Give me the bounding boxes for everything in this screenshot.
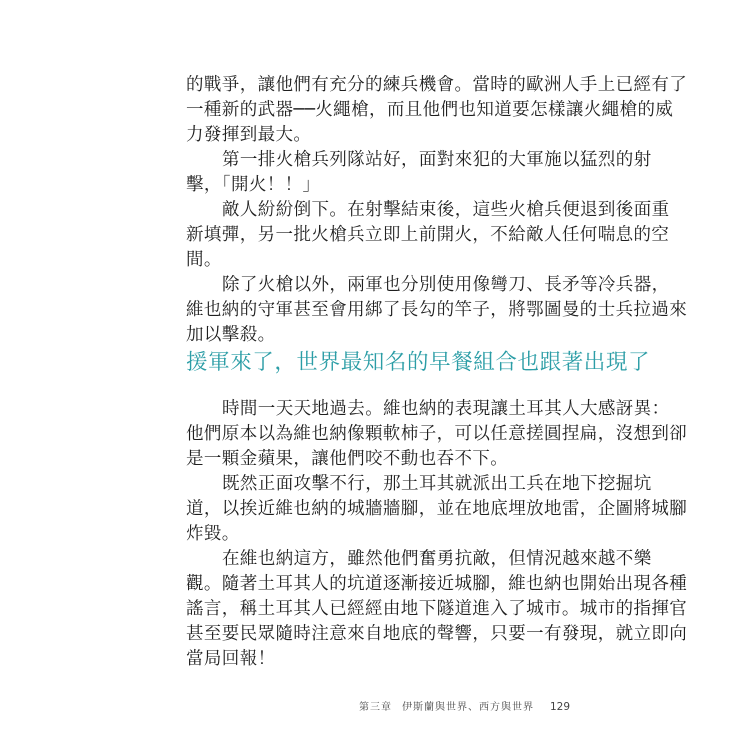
paragraph-line: 既然正面攻擊不行，那土耳其就派出工兵在地下挖掘坑 xyxy=(222,474,652,494)
paragraph-line: 新填彈，另一批火槍兵立即上前開火，不給敵人任何喘息的空 xyxy=(186,225,670,245)
paragraph-line: 觀。隨著土耳其人的坑道逐漸接近城腳，維也納也開始出現各種 xyxy=(186,574,688,594)
paragraph-line: 加以擊殺。 xyxy=(186,325,276,345)
page-number: 129 xyxy=(549,701,570,713)
paragraph-line: 炸毀。 xyxy=(186,524,240,544)
paragraph-line: 的戰爭，讓他們有充分的練兵機會。當時的歐洲人手上已經有了 xyxy=(186,75,688,95)
body-text-block-2 xyxy=(186,397,688,672)
paragraph-line: 敵人紛紛倒下。在射擊結束後，這些火槍兵便退到後面重 xyxy=(222,200,670,220)
paragraph-line: 謠言，稱土耳其人已經經由地下隧道進入了城市。城市的指揮官 xyxy=(186,599,688,619)
paragraph-line: 第一排火槍兵列隊站好，面對來犯的大軍施以猛烈的射 xyxy=(222,150,652,170)
body-text-block-1 xyxy=(186,73,688,348)
chapter-label: 第三章 xyxy=(358,702,392,713)
section-heading: 援軍來了，世界最知名的早餐組合也跟著出現了 xyxy=(186,350,651,375)
paragraph-line: 時間一天天地過去。維也納的表現讓土耳其人大感訝異： xyxy=(222,399,670,419)
paragraph-line: 除了火槍以外，兩軍也分別使用像彎刀、長矛等冷兵器， xyxy=(222,275,670,295)
paragraph-line: 甚至要民眾隨時注意來自地底的聲響，只要一有發現，就立即向 xyxy=(186,624,688,644)
running-title: 伊斯蘭與世界、西方與世界 xyxy=(401,702,534,713)
paragraph-line: 維也納的守軍甚至會用綁了長勾的竿子，將鄂圖曼的士兵拉過來 xyxy=(186,300,688,320)
paragraph-line: 一種新的武器──火繩槍，而且他們也知道要怎樣讓火繩槍的威 xyxy=(186,100,674,120)
paragraph-line: 力發揮到最大。 xyxy=(186,125,312,145)
paragraph-line: 他們原本以為維也納像顆軟柿子，可以任意搓圓捏扁，沒想到卻 xyxy=(186,424,688,444)
paragraph-line: 間。 xyxy=(186,250,222,270)
paragraph-line: 當局回報！ xyxy=(186,649,276,669)
paragraph-line: 在維也納這方，雖然他們奮勇抗敵，但情況越來越不樂 xyxy=(222,549,652,569)
page-footer xyxy=(330,698,570,716)
paragraph-line: 是一顆金蘋果，讓他們咬不動也吞不下。 xyxy=(186,449,509,469)
paragraph-line: 道，以挨近維也納的城牆牆腳，並在地底埋放地雷，企圖將城腳 xyxy=(186,499,688,519)
paragraph-line: 擊，「開火！！」 xyxy=(186,175,321,195)
